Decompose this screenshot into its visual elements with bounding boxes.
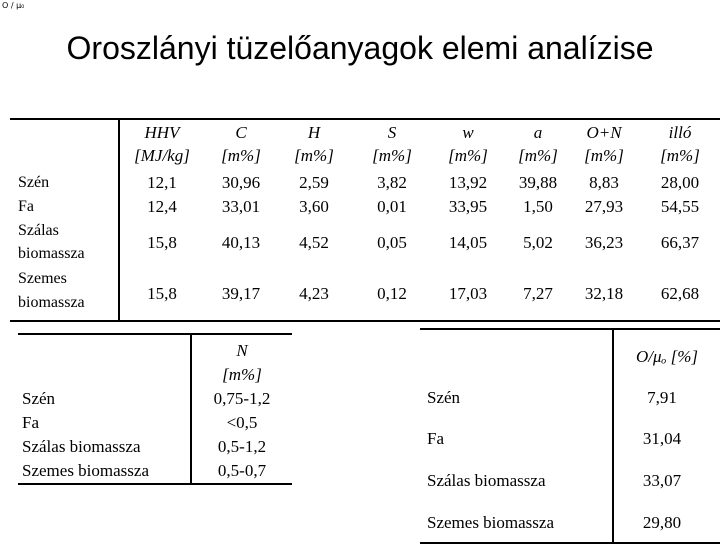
row-labels bbox=[10, 120, 120, 320]
column-unit: [m%] bbox=[584, 146, 624, 165]
table-cell: 15,8 bbox=[147, 284, 177, 303]
table-cell: 4,52 bbox=[299, 233, 329, 252]
column-o-n bbox=[564, 120, 644, 320]
table-cell: 7,27 bbox=[523, 284, 553, 303]
table-row-label: Szálas biomassza bbox=[427, 471, 546, 490]
table-cell: 33,95 bbox=[448, 197, 488, 216]
row-label-szen: Szén bbox=[18, 174, 50, 191]
table-row-label: Szemes biomassza bbox=[427, 513, 554, 532]
column-unit: [m%] bbox=[448, 146, 488, 165]
table-row-label: Szálas biomassza bbox=[22, 437, 141, 456]
table-cell: 29,80 bbox=[642, 513, 682, 532]
table-cell: 39,88 bbox=[518, 173, 558, 192]
table-cell: 27,93 bbox=[584, 197, 624, 216]
elemental-analysis-table bbox=[10, 118, 720, 322]
table-cell: 14,05 bbox=[448, 233, 488, 252]
column-header: C bbox=[235, 123, 247, 142]
table-cell: 13,92 bbox=[448, 173, 488, 192]
table-cell: 66,37 bbox=[660, 233, 700, 252]
table-cell: 1,50 bbox=[523, 197, 553, 216]
table-cell: 62,68 bbox=[660, 284, 700, 303]
table-cell: 4,23 bbox=[299, 284, 329, 303]
table-cell: 39,17 bbox=[221, 284, 261, 303]
table-cell: 0,05 bbox=[377, 233, 407, 252]
nitrogen-header: N bbox=[236, 341, 248, 360]
column-unit: [m%] bbox=[221, 146, 261, 165]
table-row-label: Szemes biomassza bbox=[22, 461, 149, 480]
table-cell: 7,91 bbox=[647, 388, 677, 407]
table-cell: 54,55 bbox=[660, 197, 700, 216]
column-h bbox=[274, 120, 354, 320]
table-cell: 36,23 bbox=[584, 233, 624, 252]
table-cell: 2,59 bbox=[299, 173, 329, 192]
table-cell: 17,03 bbox=[448, 284, 488, 303]
table-cell: <0,5 bbox=[226, 413, 258, 432]
row-label-szemes: Szemes bbox=[18, 270, 67, 287]
table-row-label: Fa bbox=[427, 429, 444, 448]
row-label-fa: Fa bbox=[18, 198, 34, 215]
column-s bbox=[352, 120, 432, 320]
column-hhv bbox=[122, 120, 202, 320]
table-cell: 30,96 bbox=[221, 173, 261, 192]
column-header: a bbox=[533, 123, 543, 142]
table-cell: 0,5-0,7 bbox=[217, 461, 267, 480]
table-cell: 0,5-1,2 bbox=[217, 437, 267, 456]
table-cell: 31,04 bbox=[642, 429, 682, 448]
column-w bbox=[428, 120, 508, 320]
table-cell: 3,82 bbox=[377, 173, 407, 192]
table-cell: 28,00 bbox=[660, 173, 700, 192]
table-cell: 3,60 bbox=[299, 197, 329, 216]
table-cell: 0,75-1,2 bbox=[213, 389, 271, 408]
table-cell: 0,12 bbox=[377, 284, 407, 303]
oxygen-ratio-header: O/μₒ [%] bbox=[635, 347, 699, 366]
column-unit: [MJ/kg] bbox=[134, 146, 190, 165]
column-unit: [m%] bbox=[372, 146, 412, 165]
column-header: S bbox=[387, 123, 397, 142]
corner-label: O / μ₀ bbox=[2, 1, 25, 10]
row-label-szalas-2: biomassza bbox=[18, 245, 85, 262]
column-header: H bbox=[307, 123, 321, 142]
table-cell: 8,83 bbox=[589, 173, 619, 192]
column-header: O+N bbox=[586, 123, 622, 142]
table-cell: 15,8 bbox=[147, 233, 177, 252]
table-cell: 12,1 bbox=[147, 173, 177, 192]
nitrogen-unit: [m%] bbox=[222, 365, 262, 384]
table-row-label: Fa bbox=[22, 413, 39, 432]
column-unit: [m%] bbox=[660, 146, 700, 165]
table-cell: 32,18 bbox=[584, 284, 624, 303]
row-label-szalas: Szálas bbox=[18, 222, 59, 239]
oxygen-ratio-table bbox=[420, 328, 720, 544]
table-cell: 5,02 bbox=[523, 233, 553, 252]
row-label-szemes-2: biomassza bbox=[18, 294, 85, 311]
table-cell: 40,13 bbox=[221, 233, 261, 252]
table-cell: 33,01 bbox=[221, 197, 261, 216]
table-row-label: Szén bbox=[427, 388, 461, 407]
column-unit: [m%] bbox=[518, 146, 558, 165]
slide-title: Oroszlányi tüzelőanyagok elemi analízise bbox=[66, 30, 654, 66]
table-cell: 33,07 bbox=[642, 471, 682, 490]
table-row-label: Szén bbox=[22, 389, 56, 408]
column-header: w bbox=[462, 123, 474, 142]
column-header: illó bbox=[668, 123, 692, 142]
column-unit: [m%] bbox=[294, 146, 334, 165]
column-illo bbox=[640, 120, 720, 320]
table-cell: 12,4 bbox=[147, 197, 177, 216]
nitrogen-table bbox=[18, 333, 292, 485]
column-header: HHV bbox=[144, 123, 180, 142]
column-c bbox=[201, 120, 281, 320]
table-cell: 0,01 bbox=[377, 197, 407, 216]
